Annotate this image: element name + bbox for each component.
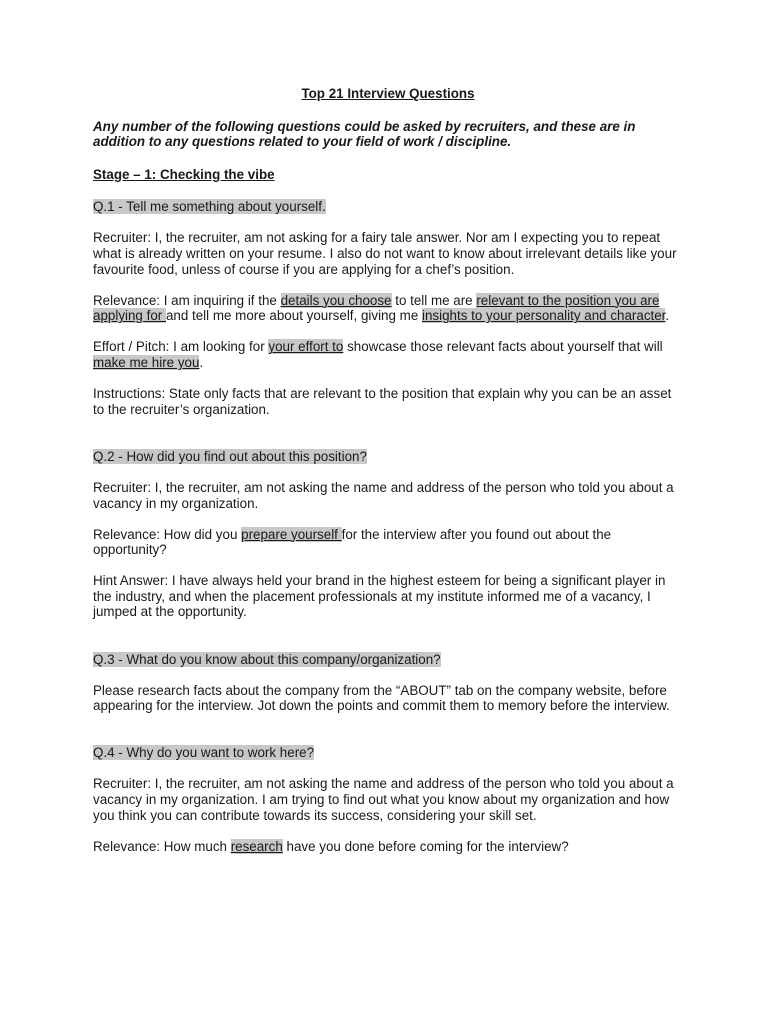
q2-relevance-text-b: for the interview after you found out about the opportunity? (93, 526, 612, 558)
spacer (93, 729, 683, 745)
q4-recruiter-paragraph: Recruiter: I, the recruiter, am not asking the name and address of the person who told you about a vacancy in my organization. I am trying to find out what you know about my organization and how you think you can contribute towards its success, considering your skill set. (93, 776, 674, 823)
question-2 (93, 449, 683, 465)
q1-instructions-paragraph: Instructions: State only facts that are relevant to the position that explain why you can be an asset to the recruiter’s organization. (93, 386, 672, 417)
q2-hint-paragraph: Hint Answer: I have always held your brand in the highest esteem for being a significant player in the industry, and when the placement professionals at my institute informed me of a vacancy, I jumped at the opportunity. (93, 573, 666, 620)
document-title: Top 21 Interview Questions (301, 86, 475, 101)
q2-relevance-text-a: Relevance: How did you (93, 526, 242, 542)
q1-relevance-highlight-2: relevant to the position you are applying for (93, 292, 660, 324)
q1-effort-paragraph (93, 339, 683, 370)
spacer (93, 433, 683, 449)
question-4-text: Q.4 - Why do you want to work here? (93, 745, 315, 761)
question-3 (93, 652, 683, 668)
q1-relevance-text-d: . (665, 308, 670, 324)
q4-relevance-text-b: have you done before coming for the interview? (282, 838, 569, 854)
q1-effort-text-b: showcase those relevant facts about yourself that will (343, 339, 663, 355)
document-content (93, 86, 683, 870)
q1-effort-highlight-2: make me hire you (93, 355, 200, 371)
q1-effort-text-c: . (199, 355, 204, 371)
q2-recruiter-paragraph: Recruiter: I, the recruiter, am not asking the name and address of the person who told you about a vacancy in my organization. (93, 479, 674, 511)
question-4 (93, 745, 683, 761)
q2-relevance-highlight-1: prepare yourself (241, 526, 342, 542)
q1-relevance-highlight-3: insights to your personality and character (422, 308, 666, 324)
stage-heading: Stage – 1: Checking the vibe (93, 166, 275, 182)
q1-effort-text-a: Effort / Pitch: I am looking for (93, 339, 269, 355)
question-2-text: Q.2 - How did you find out about this position? (93, 448, 367, 464)
question-1 (93, 199, 683, 215)
q1-effort-highlight-1: your effort to (268, 339, 344, 355)
q1-relevance-highlight-1: details you choose (280, 292, 392, 308)
q4-relevance-paragraph (93, 839, 683, 855)
spacer (93, 636, 683, 652)
q4-relevance-highlight-1: research (230, 838, 283, 854)
q1-relevance-text-a: Relevance: I am inquiring if the (93, 292, 281, 308)
q1-relevance-text-c: and tell me more about yourself, giving me (165, 308, 422, 324)
question-1-text: Q.1 - Tell me something about yourself. (93, 199, 326, 215)
q3-body-paragraph: Please research facts about the company from the “ABOUT” tab on the company website, before appearing for the interview. Jot down the points and commit them to memory before the interview. (93, 682, 670, 714)
q1-recruiter-paragraph: Recruiter: I, the recruiter, am not asking for a fairy tale answer. Nor am I expecting you to repeat what is already written on your resume. I also do not want to know about irrelevant details like your favourite food, unless of course if you are applying for a chef’s position. (93, 230, 677, 277)
q4-relevance-text-a: Relevance: How much (93, 838, 231, 854)
intro-paragraph: Any number of the following questions could be asked by recruiters, and these are in addition to any questions related to your field of work / discipline. (93, 118, 636, 150)
q2-relevance-paragraph (93, 527, 683, 558)
question-3-text: Q.3 - What do you know about this company/organization? (93, 651, 441, 667)
q1-relevance-text-b: to tell me are (391, 292, 477, 308)
q1-relevance-paragraph (93, 293, 683, 324)
